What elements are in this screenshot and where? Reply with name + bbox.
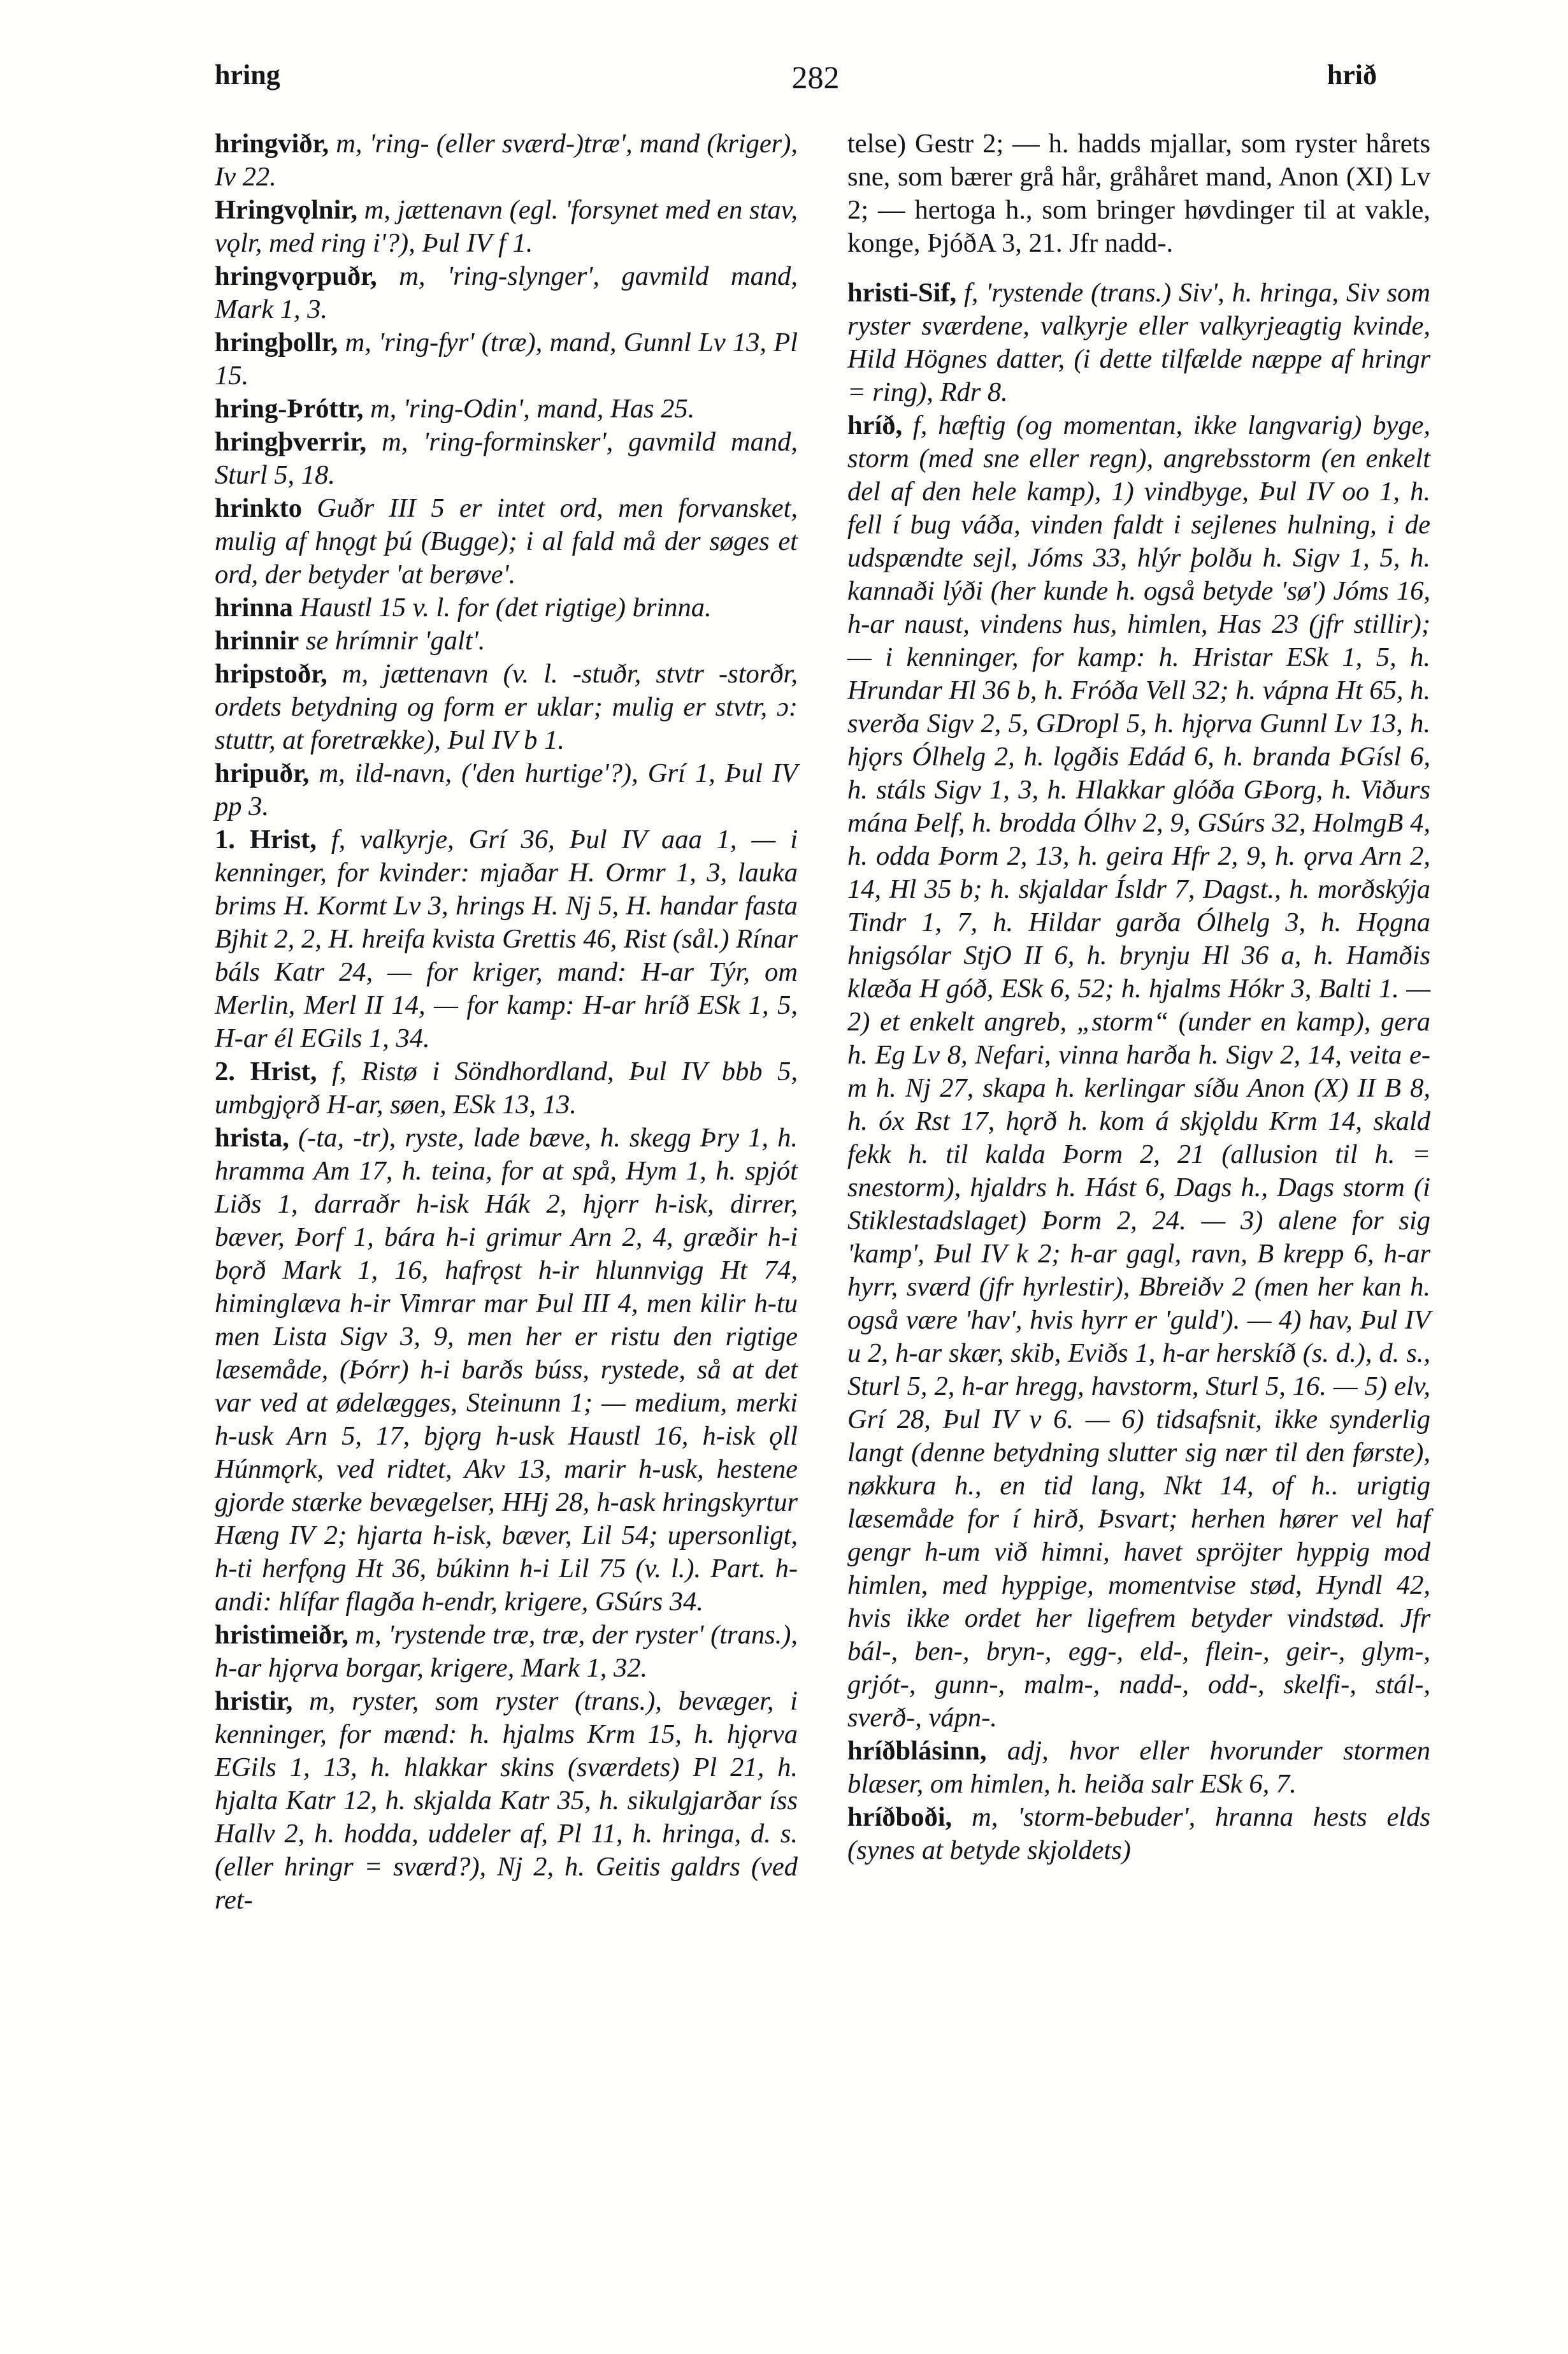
entry-headword: hrista, [215,1123,289,1153]
entry-definition: m, jættenavn (v. l. -stuðr, stvtr -storðr, ordets betydning og form er uklar; mulig er stvtr, ɔ: stuttr, at foretrække), Þul IV b 1. [215,659,798,755]
dictionary-entry [215,591,798,625]
dictionary-entry [215,823,798,1055]
entry-headword: hrinkto [215,493,302,523]
left-column [215,127,798,1917]
entry-definition: f, Ristø i Söndhordland, Þul IV bbb 5, umbgjǫrð H-ar, søen, ESk 13, 13. [215,1057,798,1120]
dictionary-entry [215,492,798,591]
continuation-text: telse) Gestr 2; — h. hadds mjallar, som ryster hårets sne, som bærer grå hår, gråhåret mand, Anon (XI) Lv 2; — hertoga h., som bringer høvdinger til at vakle, konge, ÞjóðA 3, 21. Jfr nadd-. [847,129,1430,258]
running-head-right: hrið [1327,59,1377,90]
dictionary-entry [215,393,798,426]
entry-headword: hristimeiðr, [215,1620,349,1650]
dictionary-entry [215,127,798,194]
entry-definition: f, 'rystende (trans.) Siv', h. hringa, Siv som ryster sværdene, valkyrje eller valkyrjeagtig kvinde, Hild Högnes datter, (i dette tilfælde næppe af hringr = ring), Rdr 8. [847,278,1431,407]
entry-headword: 2. Hrist, [215,1057,317,1087]
entry-headword: hristir, [215,1686,293,1716]
dictionary-entry [215,1055,798,1122]
dictionary-entry [215,426,798,492]
running-head-left: hring [215,59,280,90]
entry-definition: m, 'rystende træ, træ, der ryster' (trans.), h-ar hjǫrva borgar, krigere, Mark 1, 32. [215,1620,798,1683]
dictionary-entry [847,409,1430,1735]
entry-headword: hríðblásinn, [847,1736,987,1766]
right-column [847,127,1430,1867]
entry-definition: (-ta, -tr), ryste, lade bæve, h. skegg Þry 1, h. hramma Am 17, h. teina, for at spå, Hym 1, h. spjót Liðs 1, darraðr h-isk Hák 2, hjǫrr h-isk, dirrer, bæver, Þorf 1, bára h-i grimur Arn 2, 4, græðir h-i bǫrð Mark 1, 16, hafrǫst h-ir hlunnvigg Ht 74, himinglæva h-ir Vimrar mar Þul III 4, men kilir h-tu men Lista Sigv 3, 9, men her er ristu den rigtige læsemåde, (Þórr) h-i barðs búss, rystede, så at det var ved at ødelægges, Steinunn 1; — medium, merki h-usk Arn 5, 17, bjǫrg h-usk Haustl 16, h-isk ǫll Húnmǫrk, ved ridtet, Akv 13, marir h-usk, hestene gjorde stærke bevægelser, HHj 28, h-ask hringskyrtur Hæng IV 2; hjarta h-isk, bæver, Lil 54; upersonligt, h-ti herfǫng Ht 36, búkinn h-i Lil 75 (v. l.). Part. h-andi: hlífar flagða h-endr, krigere, GSúrs 34. [215,1123,798,1617]
dictionary-entry [215,194,798,260]
entry-definition: adj, hvor eller hvorunder stormen blæser, om himlen, h. heiða salr ESk 6, 7. [847,1736,1430,1799]
dictionary-entry [215,1685,798,1917]
entry-definition: Haustl 15 v. l. for (det rigtige) brinna. [299,593,712,623]
entry-headword: hripstoðr, [215,659,327,689]
entry-headword: hrinnir [215,626,299,656]
dictionary-entry [215,326,798,393]
dictionary-entry [215,658,798,757]
entry-headword: hríð, [847,410,903,440]
entry-definition: Guðr III 5 er intet ord, men forvansket, mulig af hnǫgt þú (Bugge); i al fald må der søges et ord, der betyder 'at berøve'. [215,493,798,589]
entry-definition: m, 'ring-slynger', gavmild mand, Mark 1, 3. [215,261,798,324]
entry-definition: m, 'ring-fyr' (træ), mand, Gunnl Lv 13, Pl 15. [215,328,798,391]
entry-definition: m, ryster, som ryster (trans.), bevæger, i kenninger, for mænd: h. hjalms Krm 15, h. hjǫrva EGils 1, 13, h. hlakkar skins (sværdets) Pl 21, h. hjalta Katr 12, h. skjalda Katr 35, h. sikulgjarðar íss Hallv 2, h. hodda, uddeler af, Pl 11, h. hringa, d. s. (eller hringr = sværd?), Nj 2, h. Geitis galdrs (ved ret- [215,1686,798,1915]
dictionary-entry [215,1619,798,1685]
entry-headword: hrinna [215,593,293,623]
entry-headword: hripuðr, [215,758,310,788]
dictionary-entry [847,1801,1430,1867]
dictionary-entry [847,1735,1430,1801]
page-number: 282 [791,59,840,95]
entry-headword: 1. Hrist, [215,825,317,855]
dictionary-entry [215,1122,798,1619]
entry-headword: hringvǫrpuðr, [215,261,377,291]
dictionary-entry [215,260,798,326]
entry-definition: f, hæftig (og momentan, ikke langvarig) byge, storm (med sne eller regn), angrebsstorm (en enkelt del af den hele kamp), 1) vindbyge, Þul IV oo 1, h. fell í bug váða, vinden faldt i sejlenes hulning, i de udspændte sejl, Jóms 33, hlýr þolðu h. Sigv 1, 5, h. kannaði lýði (her kunde h. også betyde 'sø') Jóms 16, h-ar naust, vindens hus, himlen, Has 23 (jfr stillir); — i kenninger, for kamp: h. Hristar ESk 1, 5, h. Hrundar Hl 36 b, h. Fróða Vell 32; h. vápna Ht 65, h. sverða Sigv 2, 5, GDropl 5, h. hjǫrva Gunnl Lv 13, h. hjǫrs Ólhelg 2, h. lǫgðis Edád 6, h. branda ÞGísl 6, h. stáls Sigv 1, 3, h. Hlakkar glóða GÞorg, h. Viðurs mána Þelf, h. brodda Ólhv 2, 9, GSúrs 32, HolmgB 4, h. odda Þorm 2, 13, h. geira Hfr 2, 9, h. ǫrva Arn 2, 14, Hl 35 b; h. skjaldar Ísldr 7, Dagst., h. morðskýja Tindr 1, 7, h. Hildar garða Ólhelg 3, h. Hǫgna hnigsólar StjO II 6, h. brynju Hl 36 a, h. Hamðis klæða H góð, ESk 6, 52; h. hjalms Hókr 3, Balti 1. — 2) et enkelt angreb, „storm“ (under en kamp), gera h. Eg Lv 8, Nefari, vinna harða h. Sigv 2, 14, veita e-m h. Nj 27, skapa h. kerlingar síðu Anon (X) II B 8, h. óx Rst 17, hǫrð h. kom á skjǫldu Krm 14, skald fekk h. til kalda Þorm 2, 21 (allusion til h. = snestorm), hjaldrs h. Hást 6, Dags h., Dags storm (i Stiklestadslaget) Þorm 2, 24. — 3) alene for sig 'kamp', Þul IV k 2; h-ar gagl, ravn, B krepp 6, h-ar hyrr, sværd (jfr hyrlestir), Bbreiðv 2 (men her kan h. også være 'hav', hvis hyrr er 'guld'). — 4) hav, Þul IV u 2, h-ar skær, skib, Eviðs 1, h-ar herskíð (s. d.), d. s., Sturl 5, 2, h-ar hregg, havstorm, Sturl 5, 16. — 5) elv, Grí 28, Þul IV v 6. — 6) tidsafsnit, ikke synderlig langt (denne betydning slutter sig nær til den første), nøkkura h., en tid lang, Nkt 14, of h.. urigtig læsemåde for í hirð, Þsvart; herhen hører vel haf gengr h-um við himni, havet spröjter hyppig mod himlen, med hyppige, momentvise stød, Hyndl 42, hvis ikke ordet her ligefrem betyder vindstød. Jfr bál-, ben-, bryn-, egg-, eld-, flein-, geir-, glym-, grjót-, gunn-, malm-, nadd-, odd-, skelfi-, stál-, sverð-, vápn-. [847,410,1430,1733]
dictionary-entry [215,757,798,823]
entry-definition: se hrímnir 'galt'. [305,626,486,656]
entry-headword: hring-Þróttr, [215,394,364,424]
entry-definition: m, jættenavn (egl. 'forsynet med en stav, vǫlr, med ring i'?), Þul IV f 1. [215,195,798,258]
entry-headword: hringþverrir, [215,427,367,457]
entry-definition: f, valkyrje, Grí 36, Þul IV aaa 1, — i kenninger, for kvinder: mjaðar H. Ormr 1, 3, lauka brims H. Kormt Lv 3, hrings H. Nj 5, H. handar fasta Bjhit 2, 2, H. hreifa kvista Grettis 46, Rist (sål.) Rínar báls Katr 24, — for kriger, mand: H-ar Týr, om Merlin, Merl II 14, — for kamp: H-ar hríð ESk 1, 5, H-ar él EGils 1, 34. [215,825,798,1053]
entry-definition: m, 'ring- (eller sværd-)træ', mand (kriger), Iv 22. [215,129,798,192]
entry-headword: Hringvǫlnir, [215,195,357,225]
entry-definition: m, 'storm-bebuder', hranna hests elds (synes at betyde skjoldets) [847,1802,1431,1865]
entry-definition: m, ild-navn, ('den hurtige'?), Grí 1, Þul IV pp 3. [215,758,798,821]
entry-headword: hríðboði, [847,1802,953,1832]
entry-headword: hringviðr, [215,129,329,159]
dictionary-entry [847,277,1430,409]
dictionary-entry [215,625,798,658]
entry-definition: m, 'ring-Odin', mand, Has 25. [370,394,695,424]
entry-definition: m, 'ring-forminsker', gavmild mand, Sturl 5, 18. [215,427,798,490]
entry-headword: hristi-Sif, [847,278,957,308]
entry-headword: hringþollr, [215,328,338,357]
